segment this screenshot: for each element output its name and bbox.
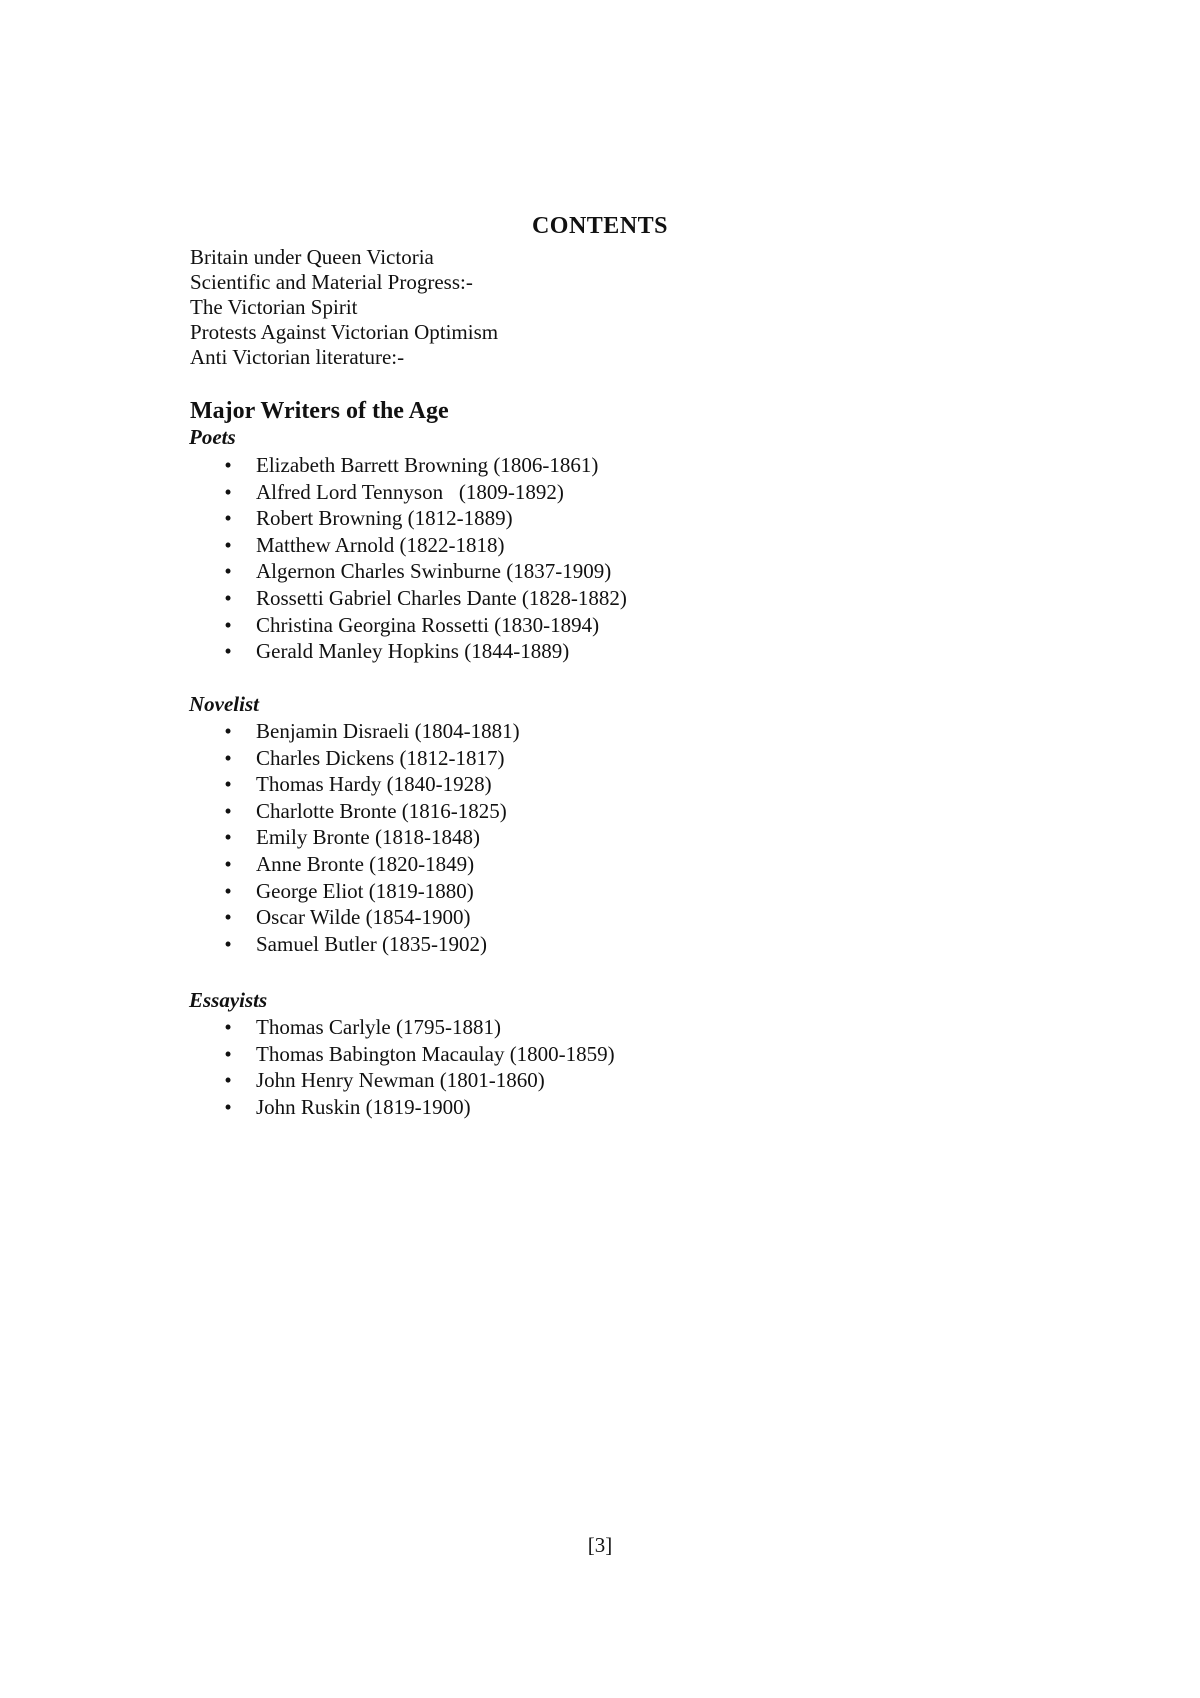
list-item (221, 1014, 615, 1041)
writer-entry: Benjamin Disraeli (1804-1881) (256, 719, 520, 743)
list-item (221, 638, 627, 665)
novelist-list (221, 718, 520, 957)
bullet-icon (221, 824, 235, 851)
list-item (221, 558, 627, 585)
writer-entry: Elizabeth Barrett Browning (1806-1861) (256, 453, 599, 477)
list-item (221, 824, 520, 851)
contents-item: Protests Against Victorian Optimism (190, 320, 499, 344)
list-item (221, 771, 520, 798)
writer-entry: Anne Bronte (1820-1849) (256, 851, 475, 876)
list-item (221, 745, 520, 772)
bullet-icon (221, 532, 235, 559)
bullet-icon (221, 1014, 235, 1041)
page-number: [3] (587, 1533, 613, 1557)
list-item (221, 1067, 615, 1094)
writer-entry: Charles Dickens (1812-1817) (256, 745, 505, 770)
essayists-heading: Essayists (189, 988, 268, 1012)
bullet-icon (221, 558, 235, 585)
bullet-icon (221, 612, 235, 639)
writer-entry: Matthew Arnold (1822-1818) (256, 532, 505, 557)
list-item (221, 1041, 615, 1068)
bullet-icon (221, 479, 235, 506)
list-item (221, 532, 627, 559)
bullet-icon (221, 798, 235, 825)
list-item (221, 718, 520, 745)
novelist-heading: Novelist (189, 692, 259, 716)
bullet-icon (221, 745, 235, 772)
writer-entry: Charlotte Bronte (1816-1825) (256, 798, 507, 823)
writer-entry: Emily Bronte (1818-1848) (256, 825, 480, 850)
list-item (221, 851, 520, 878)
writer-entry: Alfred Lord Tennyson (1809-1892) (256, 479, 564, 504)
bullet-icon (221, 585, 235, 612)
contents-title: CONTENTS (531, 213, 669, 239)
list-item (221, 479, 627, 506)
bullet-icon (221, 1041, 235, 1068)
list-item (221, 931, 520, 958)
writer-entry: Robert Browning (1812-1889) (256, 506, 513, 531)
bullet-icon (221, 904, 235, 931)
list-item (221, 585, 627, 612)
writer-entry: Christina Georgina Rossetti (1830-1894) (256, 612, 600, 637)
writer-entry: John Ruskin (1819-1900) (256, 1094, 471, 1119)
writer-entry: Gerald Manley Hopkins (1844-1889) (256, 639, 570, 664)
bullet-icon (221, 505, 235, 532)
bullet-icon (221, 452, 235, 479)
list-item (221, 612, 627, 639)
poets-list (221, 452, 627, 665)
writer-entry: Algernon Charles Swinburne (1837-1909) (256, 559, 612, 584)
bullet-icon (221, 931, 235, 958)
contents-item: Scientific and Material Progress:- (190, 270, 473, 294)
writer-entry: Thomas Babington Macaulay (1800-1859) (256, 1041, 615, 1066)
essayists-list (221, 1014, 615, 1120)
bullet-icon (221, 1067, 235, 1094)
writer-entry: John Henry Newman (1801-1860) (256, 1068, 545, 1093)
bullet-icon (221, 1094, 235, 1121)
bullet-icon (221, 771, 235, 798)
writer-entry: Oscar Wilde (1854-1900) (256, 905, 471, 930)
list-item (221, 904, 520, 931)
list-item (221, 1094, 615, 1121)
writer-entry: Rossetti Gabriel Charles Dante (1828-1882) (256, 585, 627, 610)
contents-item: Britain under Queen Victoria (190, 245, 434, 269)
bullet-icon (221, 878, 235, 905)
writer-entry: Samuel Butler (1835-1902) (256, 931, 487, 956)
list-item (221, 452, 627, 479)
major-writers-heading: Major Writers of the Age (190, 398, 449, 424)
list-item (221, 878, 520, 905)
contents-item: Anti Victorian literature:- (190, 345, 405, 369)
writer-entry: Thomas Hardy (1840-1928) (256, 772, 492, 797)
list-item (221, 798, 520, 825)
writer-entry: Thomas Carlyle (1795-1881) (256, 1015, 501, 1039)
list-item (221, 505, 627, 532)
contents-list (190, 245, 498, 370)
bullet-icon (221, 851, 235, 878)
bullet-icon (221, 718, 235, 745)
writer-entry: George Eliot (1819-1880) (256, 878, 474, 903)
poets-heading: Poets (189, 425, 236, 449)
contents-item: The Victorian Spirit (190, 295, 358, 319)
bullet-icon (221, 638, 235, 665)
